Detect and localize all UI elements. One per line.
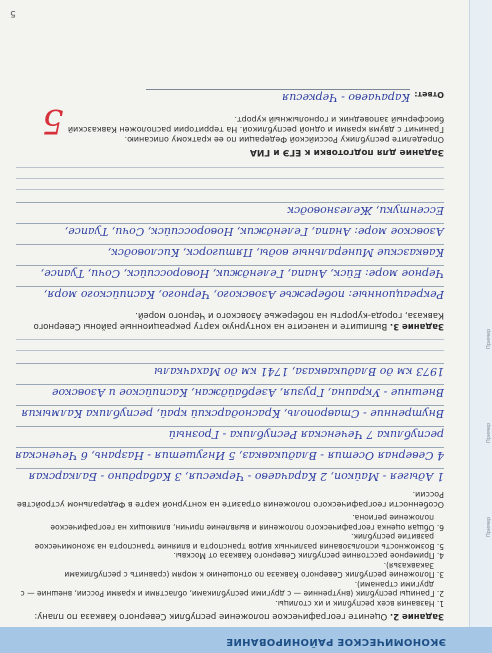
handwritten-answer: Ессентуки, Железноводск <box>287 204 444 217</box>
page-number: 5 <box>10 8 16 18</box>
ege-heading <box>16 147 444 157</box>
plan-item: 4. Примерное расстояние республик Северного Кавказа от Москвы. <box>173 551 444 561</box>
answer-line <box>16 384 444 405</box>
handwritten-answer: республика 7 Чеченская Республика - Грозный <box>168 428 444 441</box>
handwritten-answer: Черное море: Ейск, Анапа, Геленджик, Новороссийск, Сочи, Туапсе, <box>40 267 444 280</box>
task2-heading <box>16 610 444 621</box>
plan-item: 3. Положение республик Северного Кавказа по отношению к морям (сравнить с республиками Закавказья). <box>64 561 444 580</box>
blank-line <box>16 350 444 361</box>
task2-label: Задание 2. <box>389 611 444 621</box>
ege-answer-line <box>146 89 410 107</box>
task3-label: Задание 3. <box>389 321 444 331</box>
task2-footer: Особенности географического положения отразите на контурной карте в Федеральном устройстве России. <box>16 490 444 509</box>
blank-line <box>16 178 444 189</box>
plan-item: 1. Названия всех республик и их столицы. <box>275 599 444 608</box>
header-title: ЭКОНОМИЧЕСКОЕ РАЙОНИРОВАНИЕ <box>226 636 446 647</box>
task2-plan <box>16 513 444 608</box>
teacher-grade: 5 <box>42 101 64 141</box>
blank-line <box>16 339 444 350</box>
ege-heading-text: Задание для подготовки к ЕГЭ и ГИА <box>249 147 444 157</box>
answer-line <box>16 286 444 307</box>
answer-line <box>16 405 444 426</box>
task2-text: Оцените географическое положение республик Северного Кавказа по плану: <box>34 611 388 621</box>
ege-text1: Определите республику Российской Федерации по ее краткому описанию. <box>124 135 444 144</box>
blank-line <box>16 167 444 178</box>
task3-text: Выпишите и нанесите на контурную карту рекреационные районы Северного Кавказа, города-курорты на побережье Азовского и Черного морей. <box>33 310 444 331</box>
side-note: Пример <box>486 422 492 443</box>
handwritten-answer: Внешние - Украина, Грузия, Азербайджан, Каспийское и Азовское <box>51 386 444 399</box>
answer-line <box>16 244 444 265</box>
handwritten-answer: Внутренние - Ставрополь, Краснодарский край, республика Калмыкия <box>21 407 444 420</box>
answer-line <box>16 265 444 286</box>
answer-label: Ответ: <box>414 90 444 99</box>
plan-item: 2. Границы республик (внутренние — с другими республиками, областями и краями России, внешние — с другими странами). <box>20 580 444 599</box>
answer-line <box>16 447 444 468</box>
handwritten-answer: 4 Северная Осетия - Владикавказ, 5 Ингушетия - Назрань, 6 Чеченская <box>15 449 444 462</box>
answer-line <box>16 223 444 244</box>
side-note: Пример <box>486 516 492 537</box>
blank-line <box>16 189 444 200</box>
answer-line <box>16 202 444 223</box>
task3-heading <box>16 309 444 331</box>
plan-item: 6. Общая оценка географического положения и выявление причин, влияющих на географическое положение региона. <box>50 513 444 532</box>
handwritten-answer: 1 Адыгея - Майкоп, 2 Карачаево - Черкесия, 3 Кабардино - Балкарская <box>28 470 444 483</box>
handwritten-answer: Карачаево - Черкесия <box>282 91 410 104</box>
answer-line <box>16 426 444 447</box>
left-margin-strip <box>469 0 492 627</box>
handwritten-answer: Кавказские Минеральные воды, Пятигорск, Кисловодск, <box>107 246 444 259</box>
handwritten-answer: Азовское море: Анапа, Геленджик, Новороссийск, Сочи, Туапсе, <box>64 225 444 238</box>
side-note: Пример <box>486 328 492 349</box>
ege-text2: Граничит с двумя краями и одной республикой. На территории расположен Кавказский биосферный заповедник и горнолыжный курорт. <box>67 115 444 134</box>
handwritten-answer: 1973 км до Владикавказа, 1741 км до Махачкалы <box>154 365 444 378</box>
blank-lines <box>16 167 444 200</box>
side-notes <box>470 255 492 537</box>
answer-line <box>16 468 444 489</box>
answer-line <box>16 363 444 384</box>
blank-lines <box>16 339 444 361</box>
page-content <box>16 88 444 621</box>
plan-item: 5. Возможность использования различных видов транспорта и влияние транспорта на экономическое развитие республик. <box>34 532 444 551</box>
header-band <box>0 627 492 653</box>
handwritten-answer: Рекреационные: побережье Азовского, Черного, Каспийского моря, <box>43 288 444 301</box>
